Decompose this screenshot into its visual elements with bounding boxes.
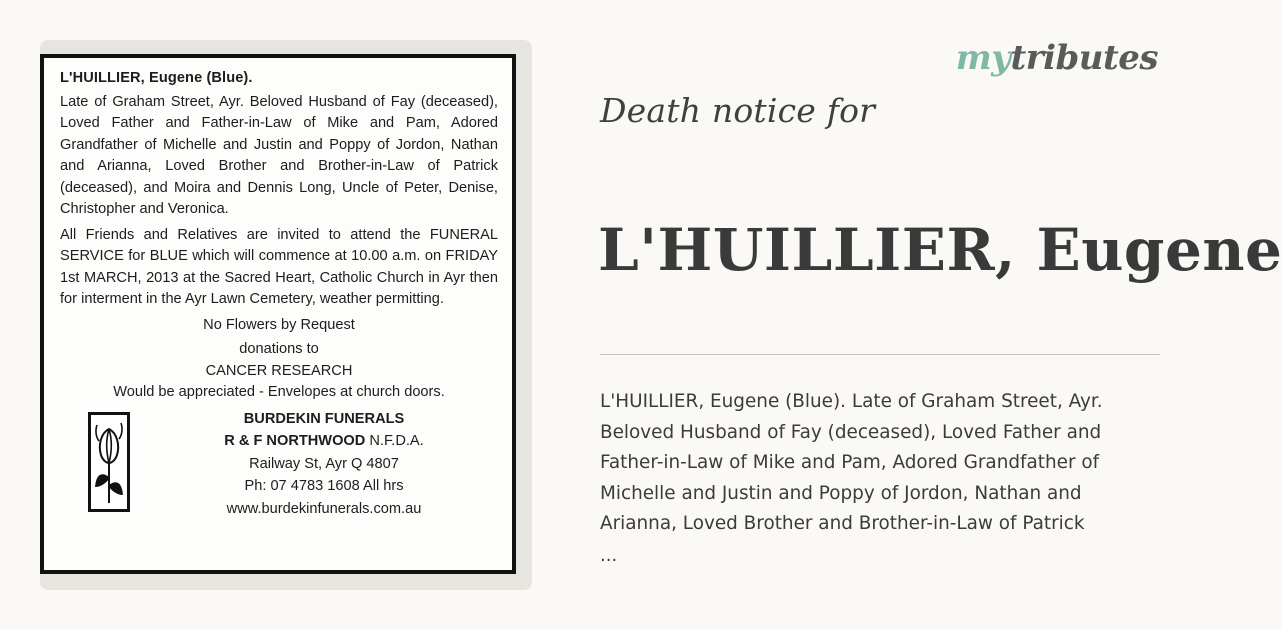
funeral-home-block — [60, 408, 498, 520]
funeral-home-owners-name: R & F NORTHWOOD — [224, 433, 366, 449]
notice-paragraph-family: Late of Graham Street, Ayr. Beloved Husband of Fay (deceased), Loved Father and Father-in-Law of Mike and Pam, Adored Grandfather of Michelle and Justin and Poppy of Jordon, Nathan and Arianna, Loved Brother and Brother-in-Law of Patrick (deceased), and Moira and Dennis Long, Uncle of Peter, Denise, Christopher and Veronica. — [60, 93, 498, 217]
funeral-home-website: www.burdekinfunerals.com.au — [226, 500, 422, 517]
excerpt-ellipsis: ... — [600, 545, 618, 566]
mytributes-logo[interactable] — [956, 38, 1158, 78]
funeral-home-owners — [150, 430, 498, 453]
notice-appreciated: Would be appreciated - Envelopes at church doors. — [113, 384, 445, 400]
tulip-logo-icon — [88, 412, 130, 512]
notice-excerpt: L'HUILLIER, Eugene (Blue). Late of Graham Street, Ayr. Beloved Husband of Fay (deceased), Loved Father and Father-in-Law of Mike and Pam, Adored Grandfather of Michelle and Justin and Poppy of Jordon, Nathan and Arianna, Loved Brother and Brother-in-Law of Patrick — [600, 391, 1103, 534]
logo-part-tributes: tributes — [1010, 38, 1158, 78]
notice-frame — [40, 54, 516, 574]
funeral-home-address: Railway St, Ayr Q 4807 — [249, 455, 399, 472]
deceased-name-title: L'HUILLIER, Eugene — [598, 216, 1282, 284]
notice-donations: donations to — [239, 341, 319, 357]
funeral-home-owners-suffix: N.F.D.A. — [365, 433, 424, 449]
funeral-home-name: BURDEKIN FUNERALS — [243, 410, 405, 427]
notice-charity: CANCER RESEARCH — [205, 362, 353, 379]
notice-paragraph-service: All Friends and Relatives are invited to attend the FUNERAL SERVICE for BLUE which will commence at 10.00 a.m. on FRIDAY 1st MARCH, 2013 at the Sacred Heart, Catholic Church in Ayr then for interment in the Ayr Lawn Cemetery, weather permitting. — [60, 226, 498, 307]
divider — [600, 354, 1160, 355]
notice-image — [40, 40, 532, 590]
funeral-home-details — [150, 408, 498, 521]
notice-no-flowers: No Flowers by Request — [203, 316, 355, 333]
notice-heading: L'HUILLIER, Eugene (Blue). — [60, 70, 253, 86]
logo-part-my: my — [955, 38, 1011, 78]
funeral-home-phone: Ph: 07 4783 1608 All hrs — [244, 478, 404, 494]
page-subtitle: Death notice for — [600, 91, 876, 130]
